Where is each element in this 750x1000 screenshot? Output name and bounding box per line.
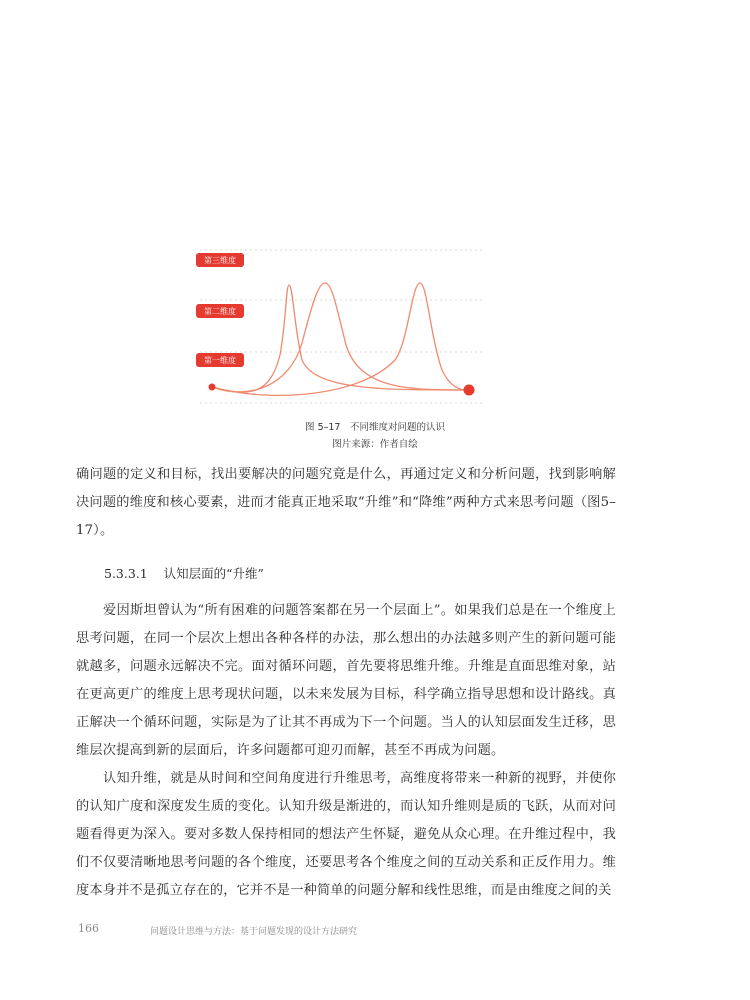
figure-caption-source: 图片来源：作者自绘 <box>332 439 418 450</box>
start-point <box>209 384 216 391</box>
paragraph-cognitive-upgrade: 认知升维，就是从时间和空间角度进行升维思考，高维度将带来一种新的视野，并使你的认知广度和深度发生质的变化。认知升级是渐进的，而认知升维则是质的飞跃，从而对问题看得更为深入。要对多数人保持相同的想法产生怀疑，避免从众心理。在升维过程中，我们不仅要清晰地思考问题的各个维度，还要思考各个维度之间的互动关系和正反作用力。维度本身并不是孤立存在的，它并不是一种简单的问题分解和线性思维，而是由维度之间的关 <box>76 771 616 898</box>
paragraph-intro: 确问题的定义和目标，找出要解决的问题究竟是什么，再通过定义和分析问题，找到影响解决问题的维度和核心要素，进而才能真正地采取“升维”和“降维”两种方式来思考问题（图5–17）。 <box>76 467 616 538</box>
page-number: 166 <box>78 922 99 935</box>
dimension-labels <box>196 253 244 367</box>
book-title: 问题设计思维与方法：基于问题发现的设计方法研究 <box>150 927 358 937</box>
label-first-dimension <box>196 353 244 367</box>
paragraph-einstein: 爱因斯坦曾认为“所有困难的问题答案都在另一个层面上”。如果我们总是在一个维度上思考问题，在同一个层次上想出各种各样的办法，那么想出的办法越多则产生的新问题可能就越多，问题永远解决不完。面对循环问题，首先要将思维升维。升维是直面思维对象，站在更高更广的维度上思考现状问题，以未来发展为目标，科学确立指导思想和设计路线。真正解决一个循环问题，实际是为了让其不再成为下一个问题。当人的认知层面发生迁移，思维层次提高到新的层面后，许多问题都可迎刃而解，甚至不再成为问题。 <box>76 603 616 758</box>
section-title: 认知层面的“升维” <box>163 566 264 581</box>
figure-caption-title: 图 5–17 不同维度对问题的认识 <box>305 422 445 433</box>
end-point <box>464 385 475 396</box>
section-heading <box>104 564 264 582</box>
label-second-dimension <box>196 304 244 318</box>
label-first-text: 第一维度 <box>204 356 236 365</box>
curve-peak-middle <box>212 283 467 392</box>
dimension-figure <box>190 235 490 420</box>
section-number: 5.3.3.1 <box>104 566 148 581</box>
label-third-dimension <box>196 253 244 267</box>
label-third-text: 第三维度 <box>204 256 236 265</box>
label-second-text: 第二维度 <box>204 307 236 316</box>
curve-peak-left <box>212 285 467 392</box>
